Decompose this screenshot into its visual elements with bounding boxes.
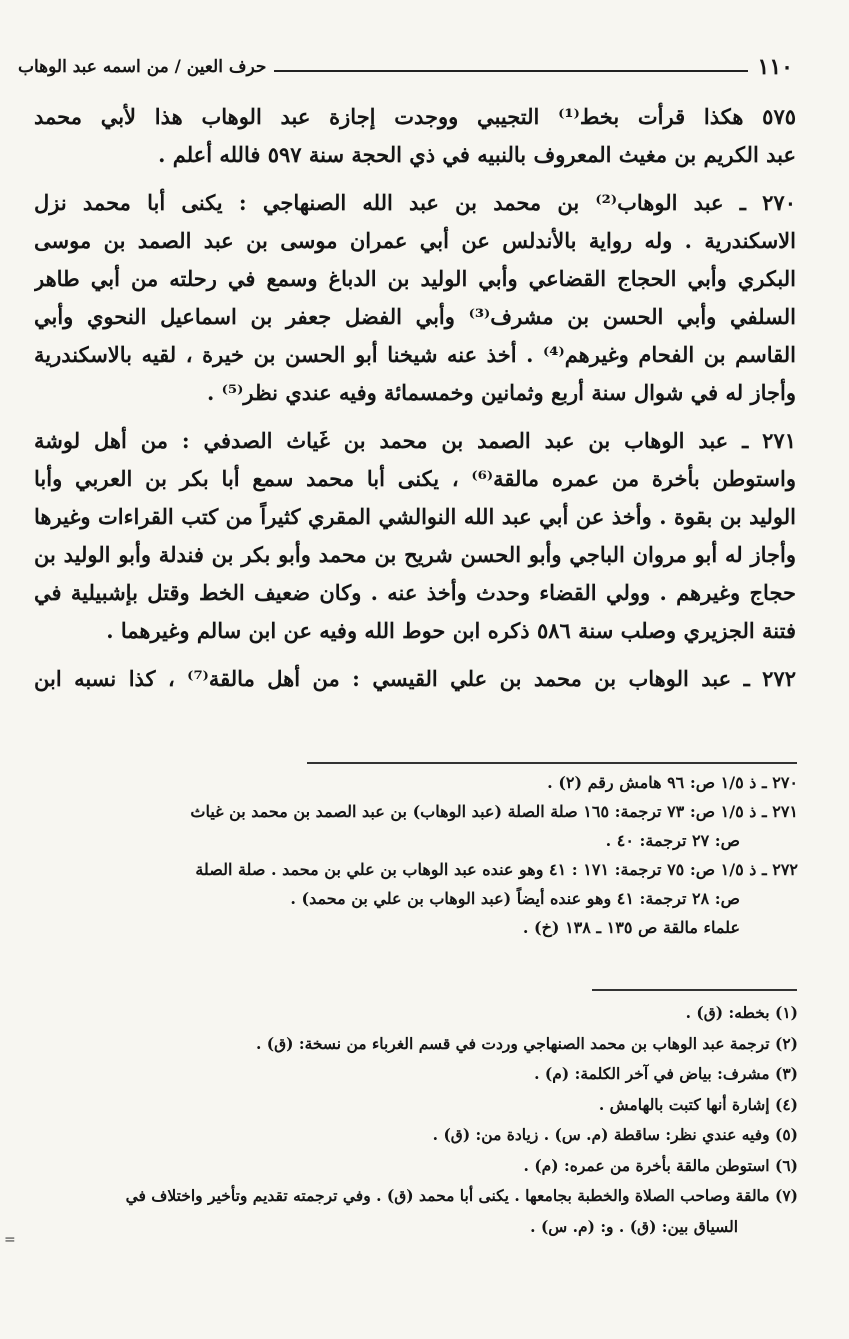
source-line: ٢٧٠ ـ ذ ١/٥ ص: ٩٦ هامش رقم (٢) . [547, 773, 798, 792]
footnotes [20, 998, 798, 1242]
text-line: ٢٧٢ ـ عبد الوهاب بن محمد بن علي القيسي : من أهل مالقة⁽⁷⁾ ، كذا نسبه ابن [34, 666, 796, 691]
footnotes-rule [592, 989, 797, 991]
text-line: عبد الكريم بن مغيث المعروف بالنبيه في ذي الحجة سنة ٥٩٧ فالله أعلم . [158, 142, 796, 167]
text-line: الوليد بن بقوة . وأخذ عن أبي عبد الله النوالشي المقري كثيراً من كتب القراءات وغيرها [34, 504, 796, 529]
text-line: واستوطن بأخرة من عمره مالقة⁽⁶⁾ ، يكنى أبا محمد سمع أبا بكر بن العربي وأبا [34, 466, 796, 491]
footnote: (٢) ترجمة عبد الوهاب بن محمد الصنهاجي وردت في قسم الغرباء من نسخة: (ق) . [256, 1033, 798, 1053]
source-line: ص: ٢٨ ترجمة: ٤١ وهو عنده أيضاً (عبد الوهاب بن علي بن محمد) . [290, 889, 740, 908]
entry-270 [34, 184, 796, 412]
source-line: علماء مالقة ص ١٣٥ ـ ١٣٨ (خ) . [522, 918, 740, 937]
source-line: ص: ٢٧ ترجمة: ٤٠ . [605, 831, 740, 850]
page-header [18, 47, 793, 87]
page-number: ١١٠ [757, 54, 793, 80]
running-title: حرف العين / من اسمه عبد الوهاب [18, 57, 267, 77]
main-text [34, 98, 796, 738]
source-line: ٢٧١ ـ ذ ١/٥ ص: ٧٣ ترجمة: ١٦٥ صلة الصلة (عبد الوهاب) بن عبد الصمد بن محمد بن غياث [190, 802, 798, 821]
footnote: (٧) مالقة وصاحب الصلاة والخطبة بجامعها . يكنى أبا محمد (ق) . وفي ترجمته تقديم وتأخير واختلاف في [125, 1186, 798, 1205]
footnote: (٤) إشارة أنها كتبت بالهامش . [598, 1094, 798, 1114]
sources-apparatus [28, 768, 798, 942]
margin-mark: = [4, 1232, 16, 1248]
text-line: فتنة الجزيري وصلب سنة ٥٨٦ ذكره ابن حوط الله وفيه عن ابن سالم وغيرهما . [106, 618, 796, 643]
text-line: وأجاز له في شوال سنة أربع وثمانين وخمسمائة وفيه عندي نظر⁽⁵⁾ . [207, 380, 796, 405]
text-line: ٢٧١ ـ عبد الوهاب بن عبد الصمد بن محمد بن غَياث الصدفي : من أهل لوشة [34, 428, 796, 453]
entry-272 [34, 660, 796, 698]
text-line: ٢٧٠ ـ عبد الوهاب⁽²⁾ بن محمد بن عبد الله الصنهاجي : يكنى أبا محمد نزل [34, 190, 796, 215]
entry-271 [34, 422, 796, 650]
sources-rule [307, 762, 797, 764]
footnote: (٣) مشرف: بياض في آخر الكلمة: (م) . [534, 1064, 798, 1083]
footnote: (٥) وفيه عندي نظر: ساقطة (م. س) . زيادة من: (ق) . [432, 1125, 798, 1144]
text-line: حجاج وغيرهم . وولي القضاء وحدث وأخذ عنه . وكان ضعيف الخط وقتل بإشبيلية في [34, 580, 796, 605]
footnote: السياق بين: (ق) . و: (م. س) . [530, 1216, 738, 1236]
text-line: القاسم بن الفحام وغيرهم⁽⁴⁾ . أخذ عنه شيخنا أبو الحسن بن خيرة ، لقيه بالاسكندرية [34, 342, 796, 367]
footnote: (٦) استوطن مالقة بأخرة من عمره: (م) . [523, 1155, 798, 1175]
source-line: ٢٧٢ ـ ذ ١/٥ ص: ٧٥ ترجمة: ١٧١ : ٤١ وهو عنده عبد الوهاب بن علي بن محمد . صلة الصلة [195, 860, 798, 879]
text-line: ٥٧٥ هكذا قرأت بخط⁽¹⁾ التجيبي ووجدت إجازة عبد الوهاب هذا لأبي محمد [34, 104, 796, 129]
header-rule [274, 70, 747, 72]
footnote: (١) بخطه: (ق) . [685, 1003, 798, 1022]
text-line: وأجاز له أبو مروان الباجي وأبو الحسن شريح بن محمد وأبو بكر بن فندلة وأبو الوليد بن [34, 542, 796, 567]
paragraph-575 [34, 98, 796, 174]
text-line: البكري وأبي الحجاج القضاعي وأبي الوليد بن الدباغ وسمع في رحلته من أبي طاهر [34, 266, 796, 291]
text-line: الاسكندرية . وله رواية بالأندلس عن أبي عمران موسى بن عبد الصمد بن موسى [34, 228, 796, 253]
text-line: السلفي وأبي الحسن بن مشرف⁽³⁾ وأبي الفضل جعفر بن اسماعيل النحوي وأبي [34, 304, 796, 329]
